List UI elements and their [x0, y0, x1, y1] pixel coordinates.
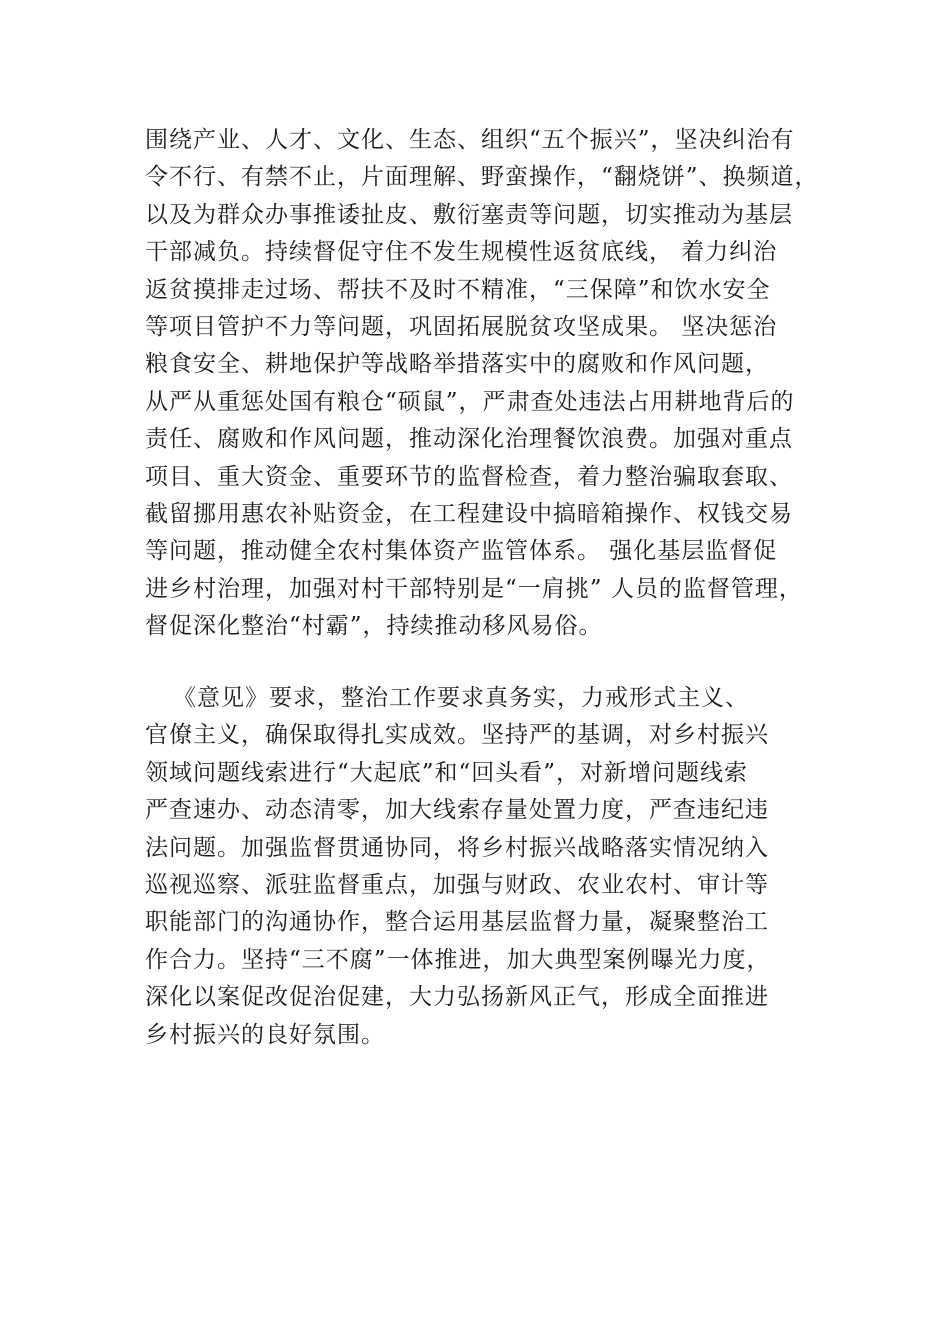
paragraph-1	[145, 122, 845, 645]
paragraph-line: 项目、重大资金、重要环节的监督检查，着力整治骗取套取、	[145, 463, 793, 490]
paragraph-line: 职能部门的沟通协作，整合运用基层监督力量，凝聚整治工	[145, 909, 769, 936]
paragraph-line-first: 《意见》要求，整治工作要求真务实，力戒形式主义、	[173, 685, 749, 711]
paragraph-line: 深化以案促改促治促建，大力弘扬新风正气，形成全面推进	[145, 984, 769, 1011]
paragraph-line: 等项目管护不力等问题，巩固拓展脱贫攻坚成果。 坚决惩治	[145, 313, 778, 340]
paragraph-line: 乡村振兴的良好氛围。	[145, 1021, 385, 1048]
paragraph-line: 法问题。加强监督贯通协同，将乡村振兴战略落实情况纳入	[145, 834, 769, 861]
paragraph-line: 从严从重惩处国有粮仓“硕鼠”，严肃查处违法占用耕地背后的	[145, 388, 795, 415]
paragraph-line: 责任、腐败和作风问题，推动深化治理餐饮浪费。加强对重点	[145, 426, 793, 453]
paragraph-line: 粮食安全、耕地保护等战略举措落实中的腐败和作风问题，	[145, 351, 769, 378]
paragraph-line: 作合力。坚持“三不腐”一体推进，加大典型案例曝光力度，	[145, 946, 771, 973]
paragraph-line: 督促深化整治“村霸”，持续推动移风易俗。	[145, 613, 603, 640]
paragraph-line: 等问题，推动健全农村集体资产监管体系。 强化基层监督促	[145, 538, 778, 565]
paragraph-line: 领域问题线索进行“大起底”和“回头看”，对新增问题线索	[145, 759, 749, 786]
paragraph-2	[145, 680, 845, 1054]
paragraph-line: 巡视巡察、派驻监督重点，加强与财政、农业农村、审计等	[145, 871, 769, 898]
paragraph-line: 严查速办、动态清零，加大线索存量处置力度，严查违纪违	[145, 797, 769, 824]
paragraph-line: 进乡村治理，加强对村干部特别是“一肩挑” 人员的监督管理，	[145, 575, 803, 602]
paragraph-line: 围绕产业、人才、文化、生态、组织“五个振兴”，坚决纠治有	[145, 127, 795, 153]
paragraph-line: 返贫摸排走过场、帮扶不及时不精准，“三保障”和饮水安全	[145, 276, 771, 303]
paragraph-line: 截留挪用惠农补贴资金，在工程建设中搞暗箱操作、权钱交易	[145, 500, 793, 527]
paragraph-line: 官僚主义，确保取得扎实成效。坚持严的基调，对乡村振兴	[145, 722, 769, 749]
paragraph-line: 令不行、有禁不止，片面理解、野蛮操作，“翻烧饼”、换频道，	[145, 164, 819, 191]
paragraph-line: 干部减负。持续督促守住不发生规模性返贫底线， 着力纠治	[145, 239, 778, 266]
paragraph-line: 以及为群众办事推诿扯皮、敷衍塞责等问题，切实推动为基层	[145, 201, 793, 228]
